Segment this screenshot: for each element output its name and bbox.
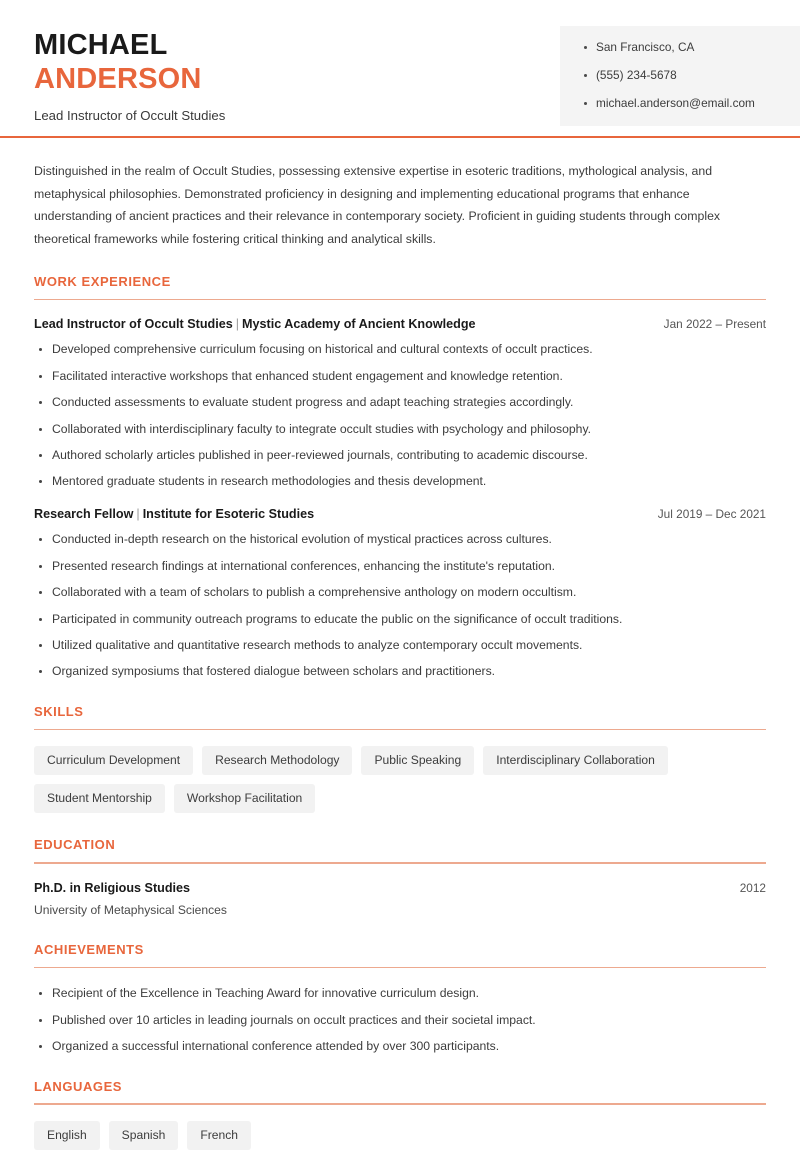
job-organization: Institute for Esoteric Studies (142, 507, 315, 522)
education-entry (34, 880, 766, 919)
skills-chip-list (34, 746, 766, 813)
title-separator: | (136, 507, 140, 522)
skill-chip: Public Speaking (361, 746, 474, 775)
job-role: Lead Instructor of Occult Studies (34, 317, 233, 332)
contact-email[interactable]: michael.anderson@email.com (584, 96, 784, 112)
bullet-item: Developed comprehensive curriculum focusing on historical and cultural contexts of occult practices. (34, 342, 766, 358)
section-divider (34, 862, 766, 864)
bullet-item: Authored scholarly articles published in peer-reviewed journals, contributing to academic discourse. (34, 448, 766, 464)
contact-location: San Francisco, CA (584, 40, 784, 56)
education-year: 2012 (739, 880, 766, 895)
section-title-languages: LANGUAGES (34, 1078, 123, 1094)
work-entry-title (34, 506, 314, 522)
skill-chip: Student Mentorship (34, 784, 165, 813)
section-title-education: EDUCATION (34, 837, 116, 853)
bullet-item: Facilitated interactive workshops that enhanced student engagement and knowledge retention. (34, 369, 766, 385)
language-chip: French (187, 1121, 251, 1150)
skill-chip: Workshop Facilitation (174, 784, 315, 813)
bullet-item: Participated in community outreach programs to educate the public on the significance of occult traditions. (34, 612, 766, 628)
education-entry-header (34, 880, 766, 896)
professional-summary: Distinguished in the realm of Occult Studies, possessing extensive expertise in esoteric traditions, mythological analysis, and metaphysical philosophies. Demonstrated proficiency in designing and implementing educational programs that enhance understanding of ancient practices and their relevance in contemporary society. Proficient in guiding students through complex theoretical frameworks while fostering critical thinking and analytical skills. (34, 164, 721, 246)
bullet-item: Conducted in-depth research on the historical evolution of mystical practices across cultures. (34, 532, 766, 548)
bullet-item: Recipient of the Excellence in Teaching Award for innovative curriculum design. (34, 986, 766, 1002)
section-skills (34, 704, 766, 813)
section-education (34, 837, 766, 918)
language-chip: English (34, 1121, 100, 1150)
header-identity (0, 22, 225, 125)
education-institution: University of Metaphysical Sciences (34, 902, 227, 917)
section-divider (34, 729, 766, 731)
section-divider (34, 1103, 766, 1105)
section-work-experience (34, 274, 766, 680)
languages-chip-list (34, 1121, 766, 1150)
section-divider (34, 299, 766, 301)
section-title-achievements: ACHIEVEMENTS (34, 942, 144, 958)
resume-body (0, 160, 800, 1150)
contact-box (560, 26, 800, 126)
work-entry-title (34, 316, 476, 332)
work-entry-header (34, 316, 766, 332)
first-name: MICHAEL (34, 29, 168, 61)
work-entry-date: Jan 2022 – Present (663, 317, 766, 332)
achievements-bullets (34, 986, 766, 1055)
bullet-item: Utilized qualitative and quantitative research methods to analyze contemporary occult movements. (34, 638, 766, 654)
skill-chip: Research Methodology (202, 746, 352, 775)
contact-phone[interactable]: (555) 234-5678 (584, 68, 784, 84)
work-entry (34, 316, 766, 490)
section-title-skills: SKILLS (34, 704, 84, 720)
work-entry (34, 506, 766, 680)
professional-headline: Lead Instructor of Occult Studies (34, 108, 226, 124)
section-title-work-experience: WORK EXPERIENCE (34, 274, 171, 289)
job-role: Research Fellow (34, 507, 134, 522)
bullet-item: Mentored graduate students in research methodologies and thesis development. (34, 474, 766, 490)
skill-chip: Curriculum Development (34, 746, 193, 775)
header-divider (0, 136, 800, 138)
title-separator: | (235, 317, 240, 332)
bullet-item: Organized a successful international conference attended by over 300 participants. (34, 1039, 766, 1055)
bullet-item: Collaborated with interdisciplinary faculty to integrate occult studies with psychology and philosophy. (34, 422, 766, 438)
work-entry-header (34, 506, 766, 522)
resume-header (0, 0, 800, 128)
last-name: ANDERSON (34, 63, 202, 96)
section-achievements (34, 942, 766, 1055)
bullet-item: Collaborated with a team of scholars to publish a comprehensive anthology on modern occultism. (34, 585, 766, 601)
section-languages (34, 1079, 766, 1150)
work-entry-bullets (34, 532, 766, 680)
section-divider (34, 967, 766, 969)
bullet-item: Conducted assessments to evaluate student progress and adapt teaching strategies accordingly. (34, 395, 766, 411)
bullet-item: Published over 10 articles in leading journals on occult practices and their societal impact. (34, 1013, 766, 1029)
work-entry-date: Jul 2019 – Dec 2021 (657, 507, 766, 522)
education-degree: Ph.D. in Religious Studies (34, 880, 191, 895)
bullet-item: Organized symposiums that fostered dialogue between scholars and practitioners. (34, 664, 766, 680)
bullet-item: Presented research findings at international conferences, enhancing the institute's reputation. (34, 559, 766, 575)
language-chip: Spanish (109, 1121, 179, 1150)
job-organization: Mystic Academy of Ancient Knowledge (242, 317, 476, 332)
skill-chip: Interdisciplinary Collaboration (483, 746, 668, 775)
work-entry-bullets (34, 342, 766, 490)
